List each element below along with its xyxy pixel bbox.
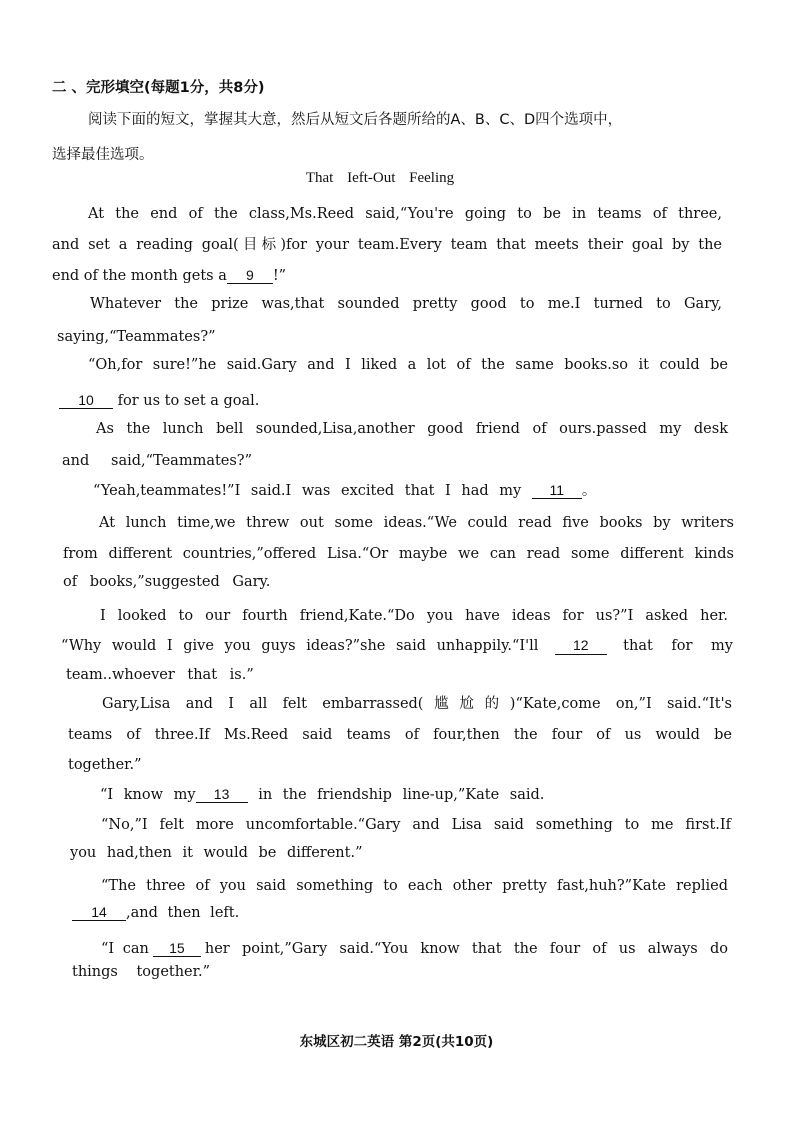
passage-line xyxy=(52,267,286,285)
passage-line: Gary,Lisa and I all felt embarrassed(尴尬的)“Kate,come on,”I said.“It's xyxy=(102,696,732,712)
passage-text: “I can xyxy=(101,941,149,957)
passage-text: 。 xyxy=(581,483,597,499)
passage-text: “Yeah,teammates!”I said.I was excited that I had my xyxy=(93,483,522,499)
passage-text: for us to set a goal. xyxy=(117,393,260,409)
passage-line: things together.” xyxy=(72,964,211,980)
blank-13: 13 xyxy=(196,786,248,803)
passage-line xyxy=(93,482,596,500)
blank-12: 12 xyxy=(555,637,607,655)
instruction-line-1: 阅读下面的短文，掌握其大意，然后从短文后各题所给的A、B、C、D四个选项中， xyxy=(88,112,623,128)
passage-line: “Oh,for sure!”he said.Gary and I liked a lot of the same books.so it could be xyxy=(88,357,728,373)
passage-line: saying,“Teammates?” xyxy=(57,329,216,345)
passage-line: At the end of the class,Ms.Reed said,“You're going to be in teams of three, xyxy=(88,206,722,222)
passage-line: As the lunch bell sounded,Lisa,another good friend of ours.passed my desk xyxy=(96,421,728,437)
passage-title: That Ieft-Out Feeling xyxy=(305,170,455,186)
passage-line xyxy=(59,392,259,410)
passage-text: ,and then left. xyxy=(126,905,240,921)
passage-line: together.” xyxy=(68,757,142,773)
passage-text: “Why would I give you guys ideas?”she said unhappily.“I'll xyxy=(61,638,539,654)
passage-line: from different countries,”offered Lisa.“Or maybe we can read some different kinds xyxy=(63,546,734,562)
passage-line: you had,then it would be different.” xyxy=(70,845,363,861)
instruction-line-2: 选择最佳选项。 xyxy=(52,147,154,163)
section-heading: 二 、完形填空(每题1分，共8分) xyxy=(52,80,265,96)
passage-text: “I know my xyxy=(100,787,196,803)
passage-line: Whatever the prize was,that sounded pretty good to me.I turned to Gary, xyxy=(90,296,722,312)
passage-line xyxy=(72,904,239,922)
passage-text: !” xyxy=(272,268,287,284)
passage-text: end of the month gets a xyxy=(52,268,227,284)
page-footer: 东城区初二英语 第2页(共10页) xyxy=(299,1034,494,1050)
blank-15: 15 xyxy=(153,940,201,957)
blank-11: 11 xyxy=(532,482,582,499)
blank-10: 10 xyxy=(59,392,113,409)
passage-line xyxy=(61,637,733,655)
passage-line: teams of three.If Ms.Reed said teams of four,then the four of us would be xyxy=(68,727,732,743)
passage-line: At lunch time,we threw out some ideas.“We could read five books by writers xyxy=(99,515,734,531)
passage-text: in the friendship line-up,”Kate said. xyxy=(258,787,545,803)
passage-line xyxy=(101,940,728,958)
passage-line: team..whoever that is.” xyxy=(66,667,254,683)
passage-line: “The three of you said something to each other pretty fast,huh?”Kate replied xyxy=(101,878,728,894)
passage-line xyxy=(100,786,544,804)
blank-9: 9 xyxy=(227,267,273,284)
passage-line: of books,”suggested Gary. xyxy=(63,574,271,590)
blank-14: 14 xyxy=(72,904,126,921)
passage-line: “No,”I felt more uncomfortable.“Gary and Lisa said something to me first.If xyxy=(101,817,731,833)
passage-text: that for my xyxy=(623,638,733,654)
passage-line: and set a reading goal(目标)for your team.Every team that meets their goal by the xyxy=(52,237,722,253)
passage-line: and said,“Teammates?” xyxy=(62,453,252,469)
passage-text: her point,”Gary said.“You know that the four of us always do xyxy=(204,941,728,957)
passage-line: I looked to our fourth friend,Kate.“Do you have ideas for us?”I asked her. xyxy=(100,608,728,624)
